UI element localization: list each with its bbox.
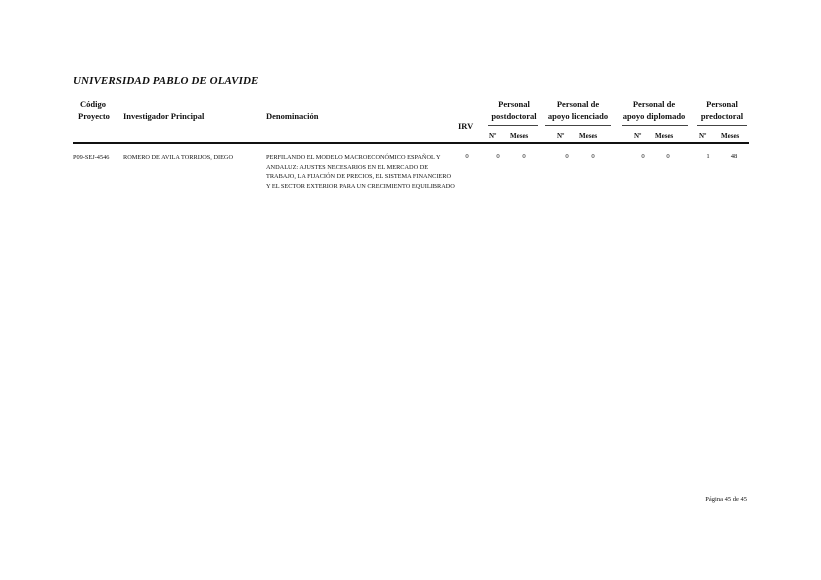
header-denominacion: Denominación [266,111,319,121]
header-group-line2: apoyo diplomado [622,111,686,121]
subheader-no: Nº [699,132,707,140]
group-underline [697,125,747,126]
header-group-line1: Personal [706,99,738,109]
header-group-postdoctoral [485,98,543,122]
header-group-line2: predoctoral [700,111,744,121]
subheader-meses: Meses [510,132,529,140]
cell-diplomado-meses: 0 [666,153,670,160]
header-codigo-line2: Proyecto [78,111,110,121]
cell-irv: 0 [465,153,469,160]
subheader-meses: Meses [579,132,598,140]
header-group-line2: apoyo licenciado [547,111,609,121]
group-underline [622,125,688,126]
cell-postdoc-meses: 0 [522,153,526,160]
cell-licenciado-no: 0 [565,153,569,160]
header-group-predoctoral [694,98,750,122]
header-rule [73,142,749,144]
header-codigo [78,98,122,122]
page-number: Página 45 de 45 [705,496,747,503]
header-investigador: Investigador Principal [123,111,205,121]
group-underline [545,125,611,126]
subheader-no: Nº [557,132,565,140]
cell-predoc-meses: 48 [730,153,738,160]
header-irv: IRV [458,121,474,131]
cell-denominacion: PERFILANDO EL MODELO MACROECONÓMICO ESPAÑOL Y ANDALUZ: AJUSTES NECESARIOS EN EL MERCADO DE TRABAJO, LA FIJACIÓN DE PRECIOS, EL SISTEMA FINANCIERO Y EL SECTOR EXTERIOR PARA UN CRECIMIENTO EQUILIBRADO [266,154,455,190]
report-title: UNIVERSIDAD PABLO DE OLAVIDE [73,75,259,87]
header-group-licenciado [541,98,615,122]
header-group-line1: Personal de [556,99,600,109]
group-underline [488,125,538,126]
header-group-line2: postdoctoral [491,111,537,121]
cell-diplomado-no: 0 [641,153,645,160]
cell-predoc-no: 1 [706,153,710,160]
cell-codigo: P09-SEJ-4546 [73,154,110,161]
subheader-no: Nº [489,132,497,140]
header-codigo-line1: Código [80,99,106,109]
header-group-line1: Personal [498,99,530,109]
cell-licenciado-meses: 0 [591,153,595,160]
cell-postdoc-no: 0 [496,153,500,160]
cell-investigador: ROMERO DE AVILA TORRIJOS, DIEGO [123,154,234,161]
subheader-meses: Meses [721,132,740,140]
header-group-diplomado [617,98,691,122]
subheader-no: Nº [634,132,642,140]
header-group-line1: Personal de [632,99,676,109]
subheader-meses: Meses [655,132,674,140]
